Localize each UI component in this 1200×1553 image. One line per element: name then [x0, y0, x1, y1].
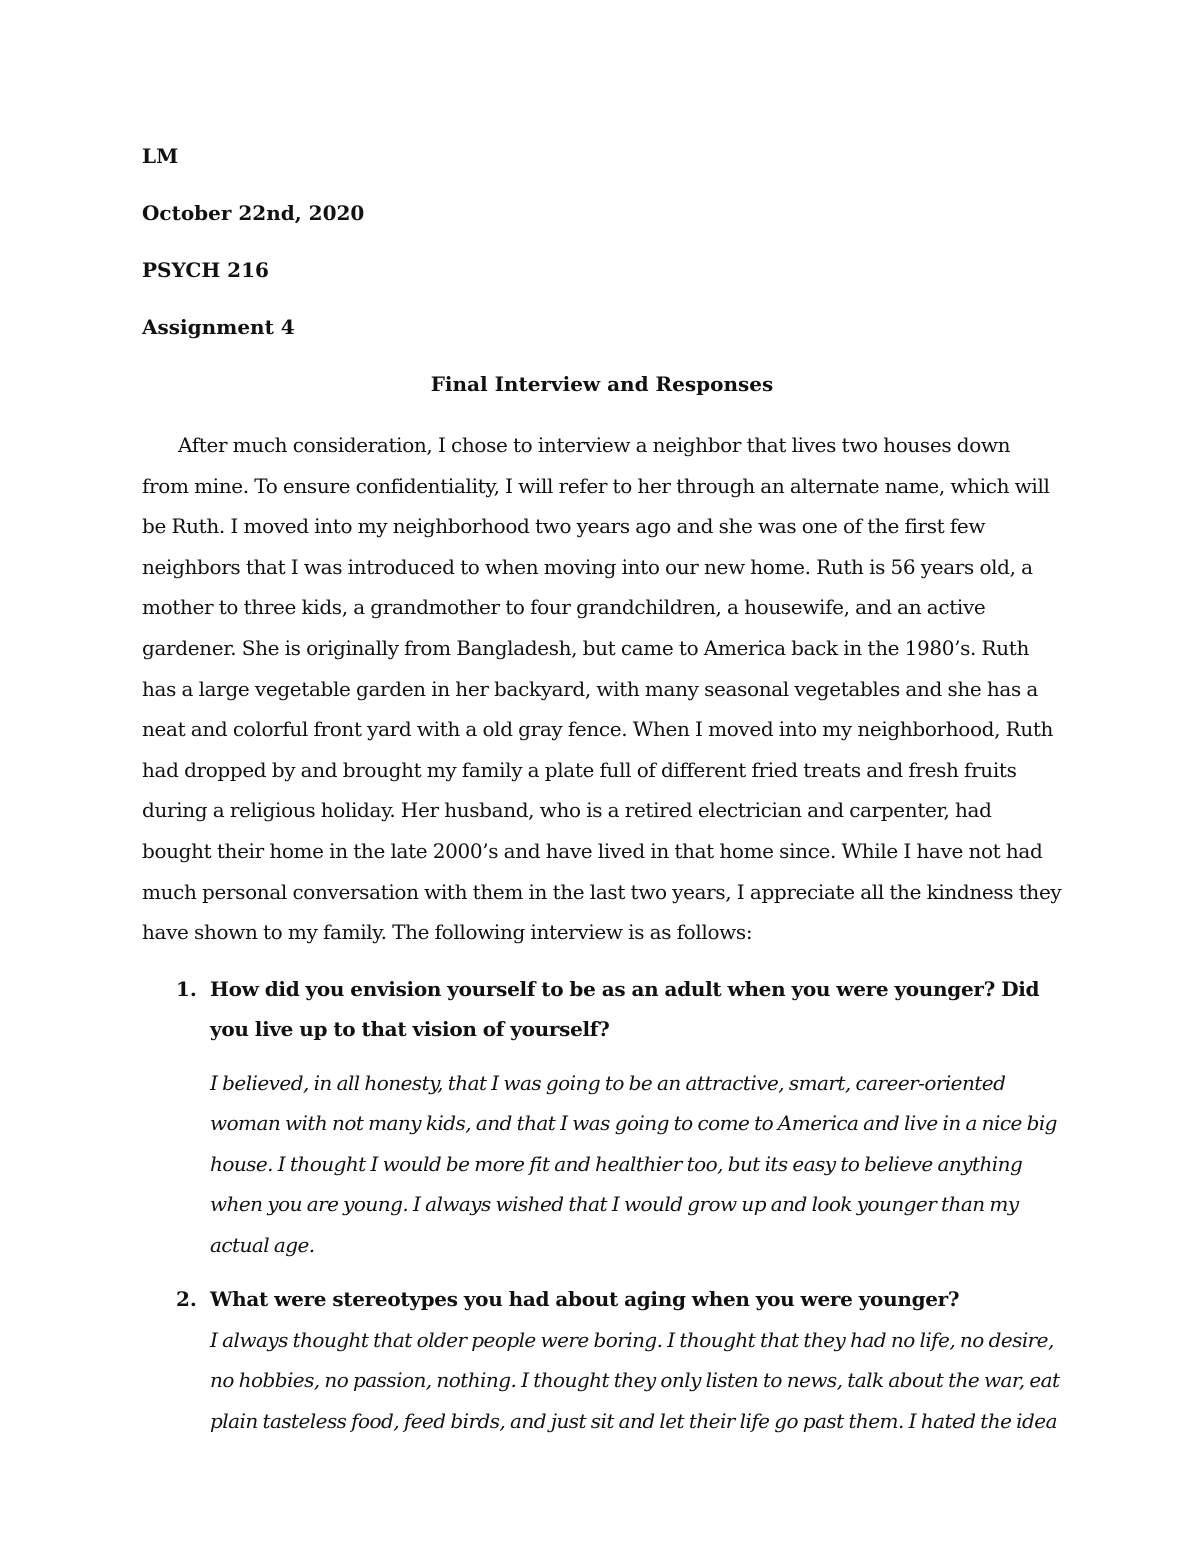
question-text: How did you envision yourself to be as an adult when you were younger? Did you live up to that vision of yourself? — [210, 976, 1040, 1042]
interview-question-list — [142, 969, 1062, 1442]
question-number: 1. — [176, 976, 197, 1001]
document-date: October 22nd, 2020 — [142, 201, 365, 225]
interview-item-1 — [142, 969, 1062, 1266]
answer-text: I always thought that older people were boring. I thought that they had no life, no desire, no hobbies, no passion, nothing. I thought they only listen to news, talk about the war, eat plain tasteless food, feed birds, and just sit and let their life go past them. I hated the idea — [210, 1327, 1060, 1433]
author-initials: LM — [142, 144, 179, 168]
question-text: What were stereotypes you had about aging when you were younger? — [210, 1287, 960, 1312]
question-number: 2. — [176, 1287, 197, 1312]
answer-text: I believed, in all honesty, that I was going to be an attractive, smart, career-oriented woman with not many kids, and that I was going to come to America and live in a nice big house. I thought I would be more fit and healthier too, but its easy to believe anything when you are young. I always wished that I would grow up and look younger than my actual age. — [210, 1070, 1057, 1257]
course-code: PSYCH 216 — [142, 258, 269, 282]
interview-item-2 — [142, 1279, 1062, 1441]
intro-paragraph: After much consideration, I chose to interview a neighbor that lives two houses down from mine. To ensure confidentiality, I will refer to her through an alternate name, which will be Ruth. I moved into my neighborhood two years ago and she was one of the first few neighbors that I was introduced to when moving into our new home. Ruth is 56 years old, a mother to three kids, a grandmother to four grandchildren, a housewife, and an active gardener. She is originally from Bangladesh, but came to America back in the 1980’s. Ruth has a large vegetable garden in her backyard, with many seasonal vegetables and she has a neat and colorful front yard with a old gray fence. When I moved into my neighborhood, Ruth had dropped by and brought my family a plate full of different fried treats and fresh fruits during a religious holiday. Her husband, who is a retired electrician and carpenter, had bought their home in the late 2000’s and have lived in that home since. While I have not had much personal conversation with them in the last two years, I appreciate all the kindness they have shown to my family. The following interview is as follows: — [142, 433, 1062, 945]
document-content — [142, 140, 1062, 1441]
document-title: Final Interview and Responses — [430, 372, 774, 396]
assignment-label: Assignment 4 — [142, 315, 295, 339]
